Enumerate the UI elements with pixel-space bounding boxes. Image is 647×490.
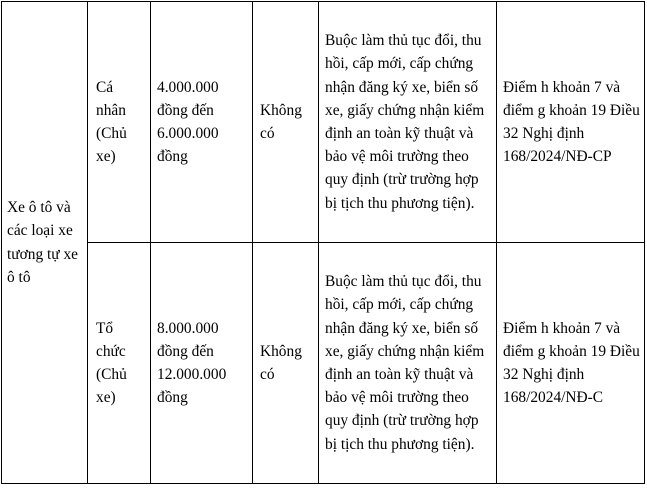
table-row (2, 2, 645, 243)
vehicle-type-cell: Xe ô tô và các loại xe tương tự xe ô tô (2, 2, 88, 484)
subject-cell: Cá nhân (Chủ xe) (88, 2, 151, 243)
legal-basis-cell: Điểm h khoản 7 và điểm g khoản 19 Điều 32 Nghị định 168/2024/NĐ-C (497, 243, 645, 484)
confiscation-cell: Không có (253, 243, 319, 484)
confiscation-cell: Không có (253, 2, 319, 243)
additional-measure-cell: Buộc làm thủ tục đổi, thu hồi, cấp mới, cấp chứng nhận đăng ký xe, biển số xe, giấy chứng nhận kiểm định an toàn kỹ thuật và bảo vệ môi trường theo quy định (trừ trường hợp bị tịch thu phương tiện). (319, 243, 497, 484)
fine-amount-cell: 8.000.000 đồng đến 12.000.000 đồng (151, 243, 253, 484)
legal-basis-cell: Điểm h khoản 7 và điểm g khoản 19 Điều 32 Nghị định 168/2024/NĐ-CP (497, 2, 645, 243)
penalty-table (1, 1, 645, 484)
table-row (2, 243, 645, 484)
fine-amount-cell: 4.000.000 đồng đến 6.000.000 đồng (151, 2, 253, 243)
subject-cell: Tổ chức (Chủ xe) (88, 243, 151, 484)
additional-measure-cell: Buộc làm thủ tục đổi, thu hồi, cấp mới, cấp chứng nhận đăng ký xe, biển số xe, giấy chứng nhận kiểm định an toàn kỹ thuật và bảo vệ môi trường theo quy định (trừ trường hợp bị tịch thu phương tiện). (319, 2, 497, 243)
